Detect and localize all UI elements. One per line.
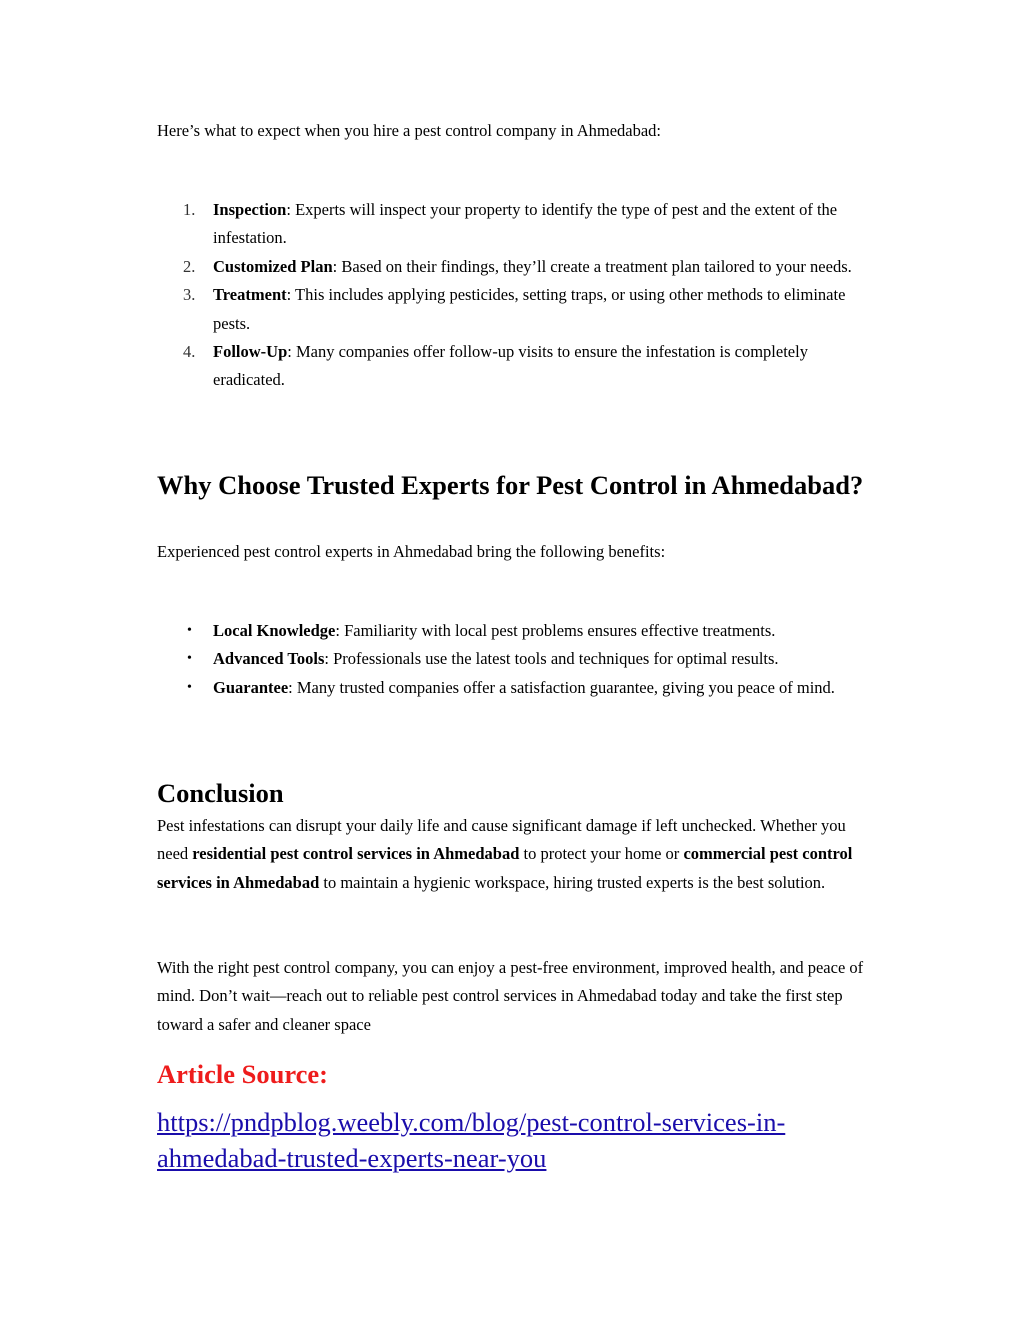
bullet-icon: • xyxy=(187,679,192,695)
benefit-text: : Familiarity with local pest problems ensures effective treatments. xyxy=(335,621,776,640)
list-number: 3. xyxy=(183,285,196,305)
bullet-icon: • xyxy=(187,651,192,667)
benefit-text: : Professionals use the latest tools and techniques for optimal results. xyxy=(324,649,779,669)
list-item xyxy=(157,645,877,673)
article-source-heading: Article Source: xyxy=(157,1059,328,1089)
benefit-text: : Many trusted companies offer a satisfaction guarantee, giving you peace of mind. xyxy=(288,677,835,697)
list-item xyxy=(157,338,877,395)
list-number: 1. xyxy=(183,200,196,219)
paragraph-text: Pest infestations can disrupt your daily life and cause significant damage if left unchecked. Whether you need xyxy=(157,816,846,864)
intro-paragraph: Here’s what to expect when you hire a pest control company in Ahmedabad: xyxy=(157,121,662,140)
article-source-link[interactable]: https://pndpblog.weebly.com/blog/pest-control-services-in-ahmedabad-trusted-experts-near-you xyxy=(157,1107,786,1173)
residential-services-highlight: residential pest control services in Ahmedabad xyxy=(192,844,520,864)
benefit-title: Guarantee xyxy=(213,677,289,697)
benefit-title: Local Knowledge xyxy=(213,621,336,640)
why-intro-paragraph: Experienced pest control experts in Ahmedabad bring the following benefits: xyxy=(157,542,666,561)
conclusion-heading: Conclusion xyxy=(157,778,284,808)
list-item xyxy=(157,196,877,253)
conclusion-paragraph-2: With the right pest control company, you can enjoy a pest-free environment, improved health, and peace of mind. Don’t wait—reach out to reliable pest control services in Ahmedabad today and take the first step toward a safer and cleaner space xyxy=(157,958,864,1034)
step-text: : Experts will inspect your property to identify the type of pest and the extent of the infestation. xyxy=(213,200,838,248)
paragraph-text: to maintain a hygienic workspace, hiring trusted experts is the best solution. xyxy=(319,872,826,892)
paragraph-text: to protect your home or xyxy=(519,844,684,864)
process-steps-list xyxy=(157,196,877,395)
conclusion-paragraph-1 xyxy=(157,812,877,897)
bullet-icon: • xyxy=(187,623,192,638)
list-item xyxy=(157,281,877,338)
step-title: Inspection xyxy=(213,200,287,219)
step-text: : Many companies offer follow-up visits to ensure the infestation is completely eradicated. xyxy=(213,342,808,390)
why-choose-heading: Why Choose Trusted Experts for Pest Control in Ahmedabad? xyxy=(157,470,864,500)
list-item xyxy=(157,617,877,645)
benefit-title: Advanced Tools xyxy=(213,649,325,669)
step-title: Customized Plan xyxy=(213,256,333,276)
step-title: Treatment xyxy=(213,285,287,305)
list-item xyxy=(157,253,877,281)
list-item xyxy=(157,674,877,702)
commercial-services-highlight: commercial pest control services in Ahmedabad xyxy=(157,844,853,892)
step-title: Follow-Up xyxy=(213,342,288,362)
benefits-list xyxy=(157,617,877,702)
step-text: : Based on their findings, they’ll create a treatment plan tailored to your needs. xyxy=(332,256,852,276)
list-number: 2. xyxy=(183,256,196,276)
list-number: 4. xyxy=(183,342,196,362)
step-text: : This includes applying pesticides, setting traps, or using other methods to eliminate pests. xyxy=(213,285,846,333)
